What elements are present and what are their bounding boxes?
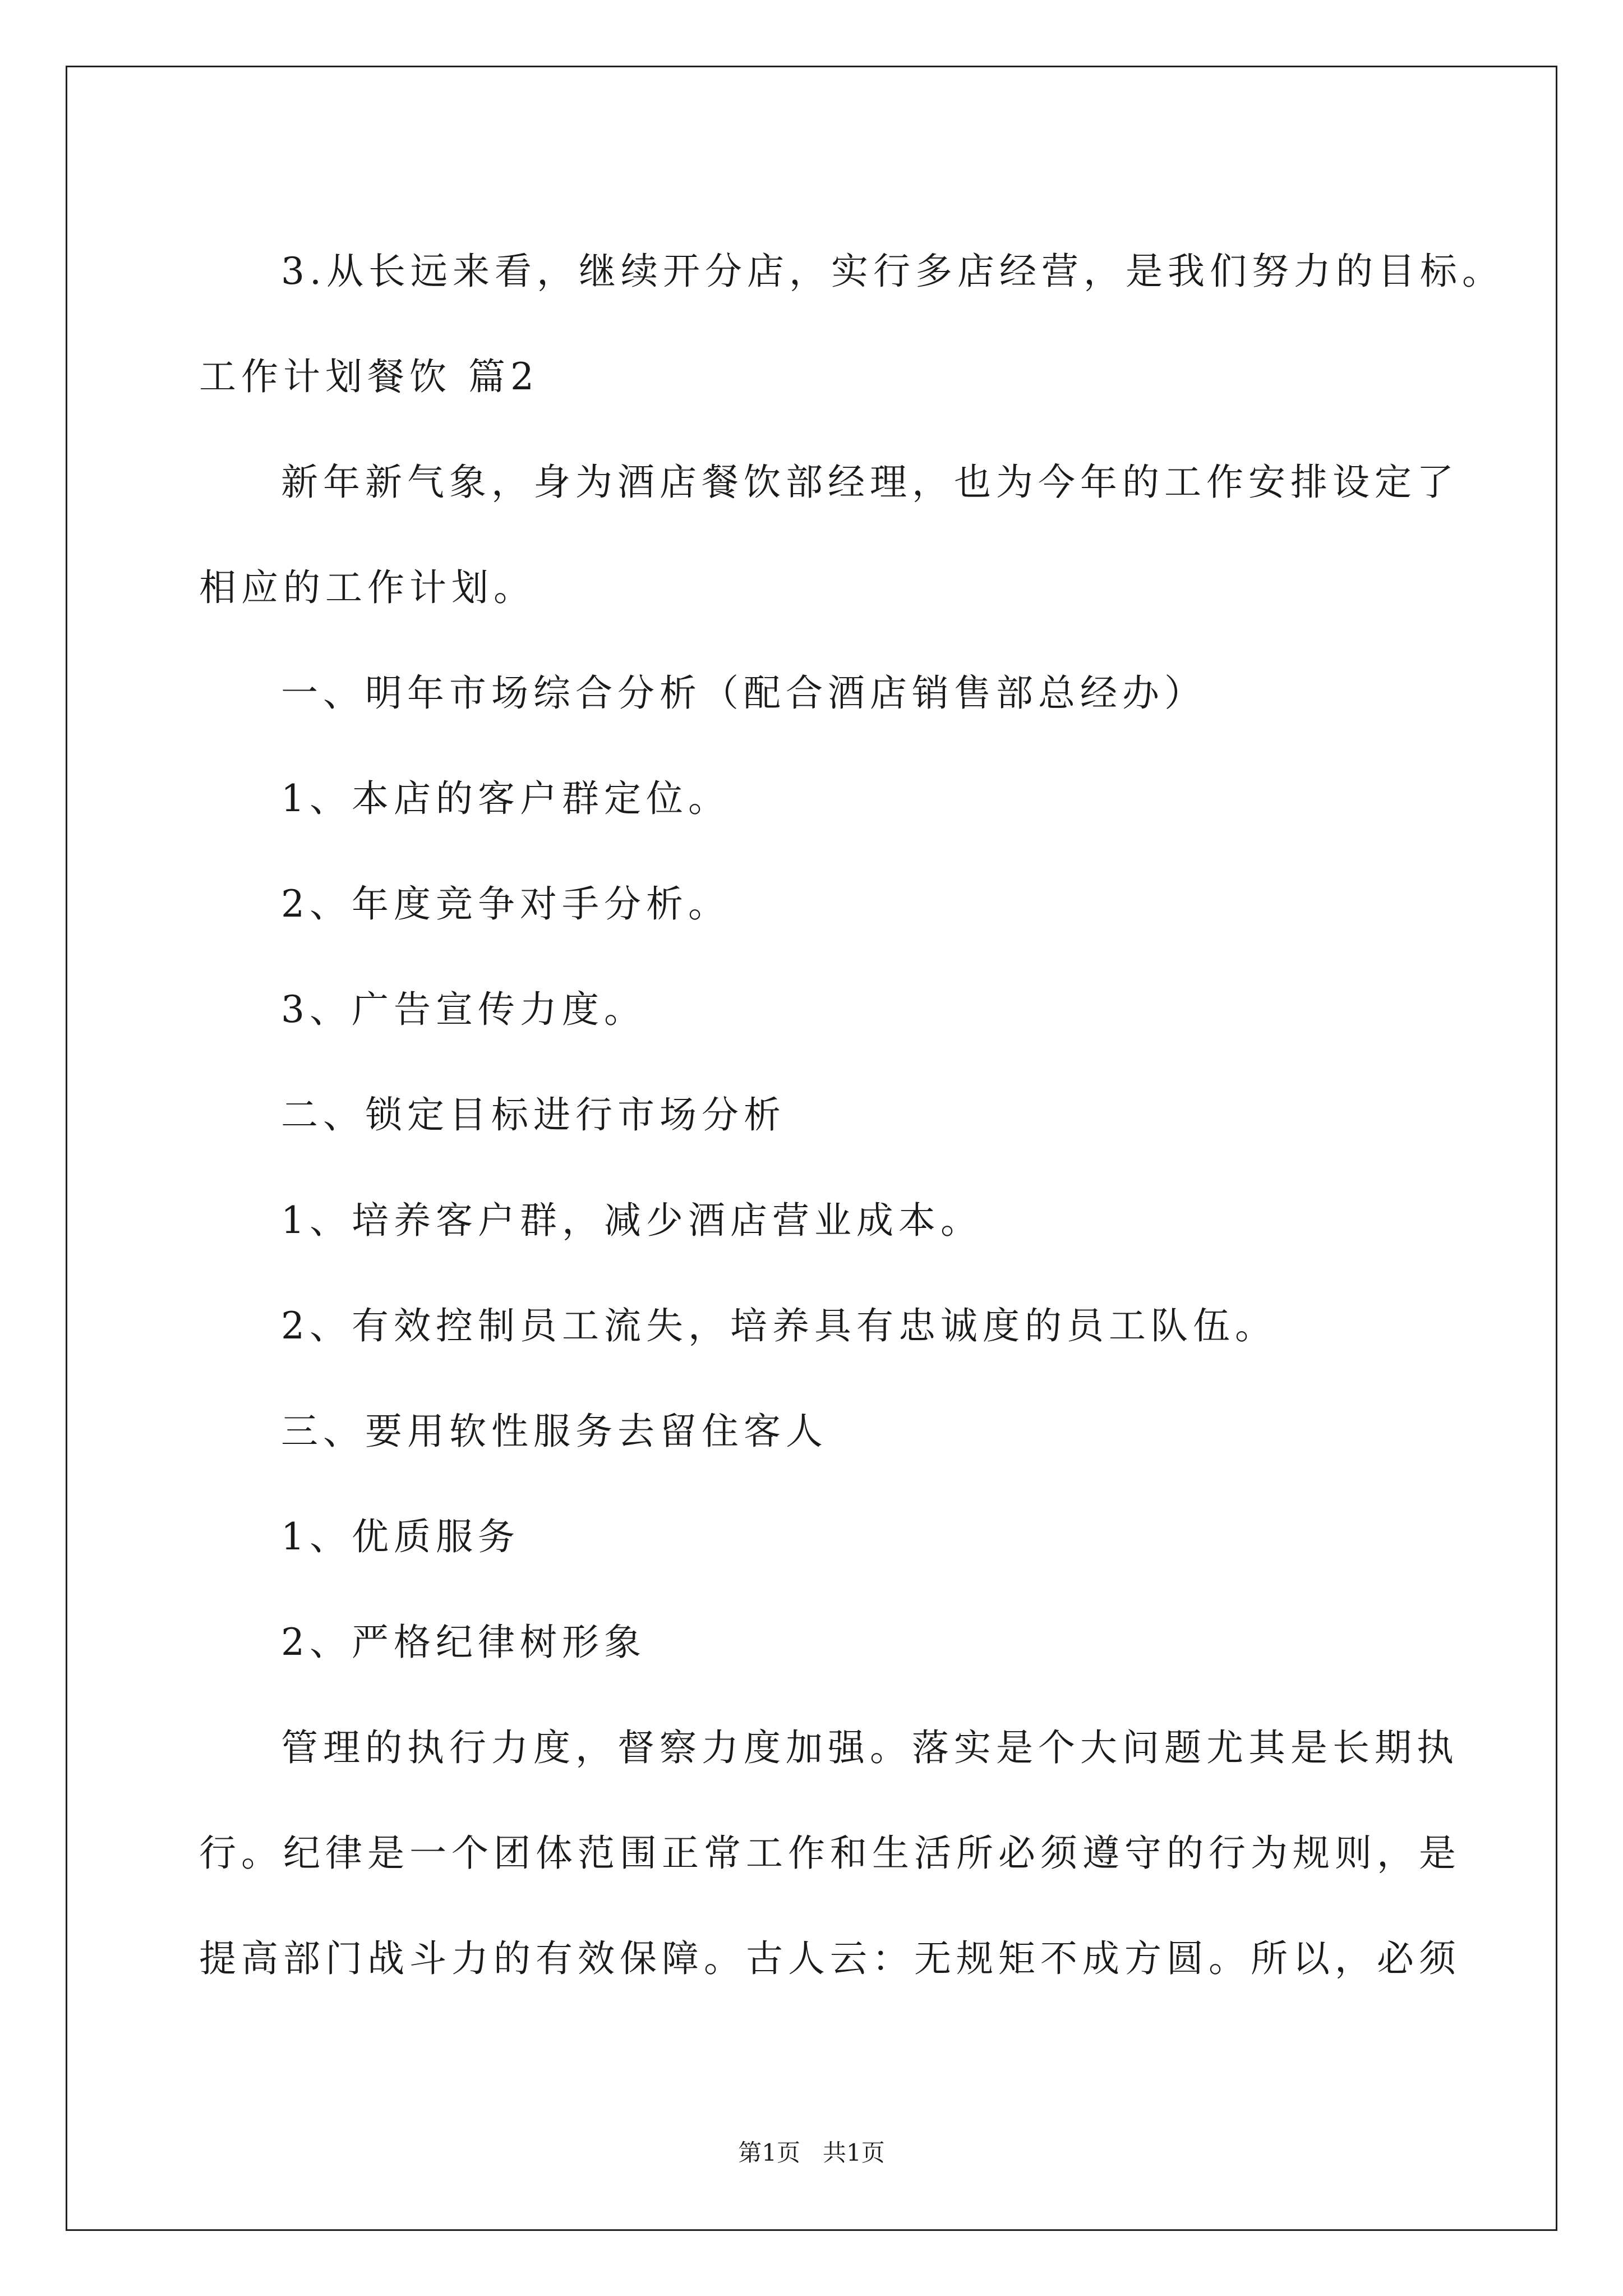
page-number: 第1页 共1页: [738, 2139, 885, 2166]
list-item: 2、严格纪律树形象: [281, 1621, 646, 1664]
paragraph-line: 相应的工作计划。: [199, 566, 536, 609]
document-body: [199, 219, 1504, 2012]
paragraph-line: 新年新气象，身为酒店餐饮部经理，也为今年的工作安排设定了: [281, 461, 1459, 504]
list-item: 1、优质服务: [281, 1515, 520, 1558]
paragraph-line: 3.从长远来看，继续开分店，实行多店经营，是我们努力的目标。: [281, 250, 1504, 293]
list-item: 2、年度竞争对手分析。: [281, 882, 730, 926]
section-heading: 工作计划餐饮 篇2: [199, 355, 539, 398]
paragraph-line: 提高部门战斗力的有效保障。古人云：无规矩不成方圆。所以，必须: [199, 1937, 1461, 1980]
paragraph-line: 行。纪律是一个团体范围正常工作和生活所必须遵守的行为规则，是: [199, 1832, 1461, 1875]
list-item: 1、本店的客户群定位。: [281, 777, 730, 820]
subheading: 二、锁定目标进行市场分析: [281, 1093, 786, 1137]
list-item: 2、有效控制员工流失，培养具有忠诚度的员工队伍。: [281, 1304, 1277, 1347]
paragraph-line: 管理的执行力度，督察力度加强。落实是个大问题尤其是长期执: [281, 1726, 1459, 1769]
subheading: 一、明年市场综合分析（配合酒店销售部总经办）: [281, 671, 1206, 715]
subheading: 三、要用软性服务去留住客人: [281, 1410, 828, 1453]
list-item: 3、广告宣传力度。: [281, 988, 646, 1031]
list-item: 1、培养客户群，减少酒店营业成本。: [281, 1199, 983, 1242]
